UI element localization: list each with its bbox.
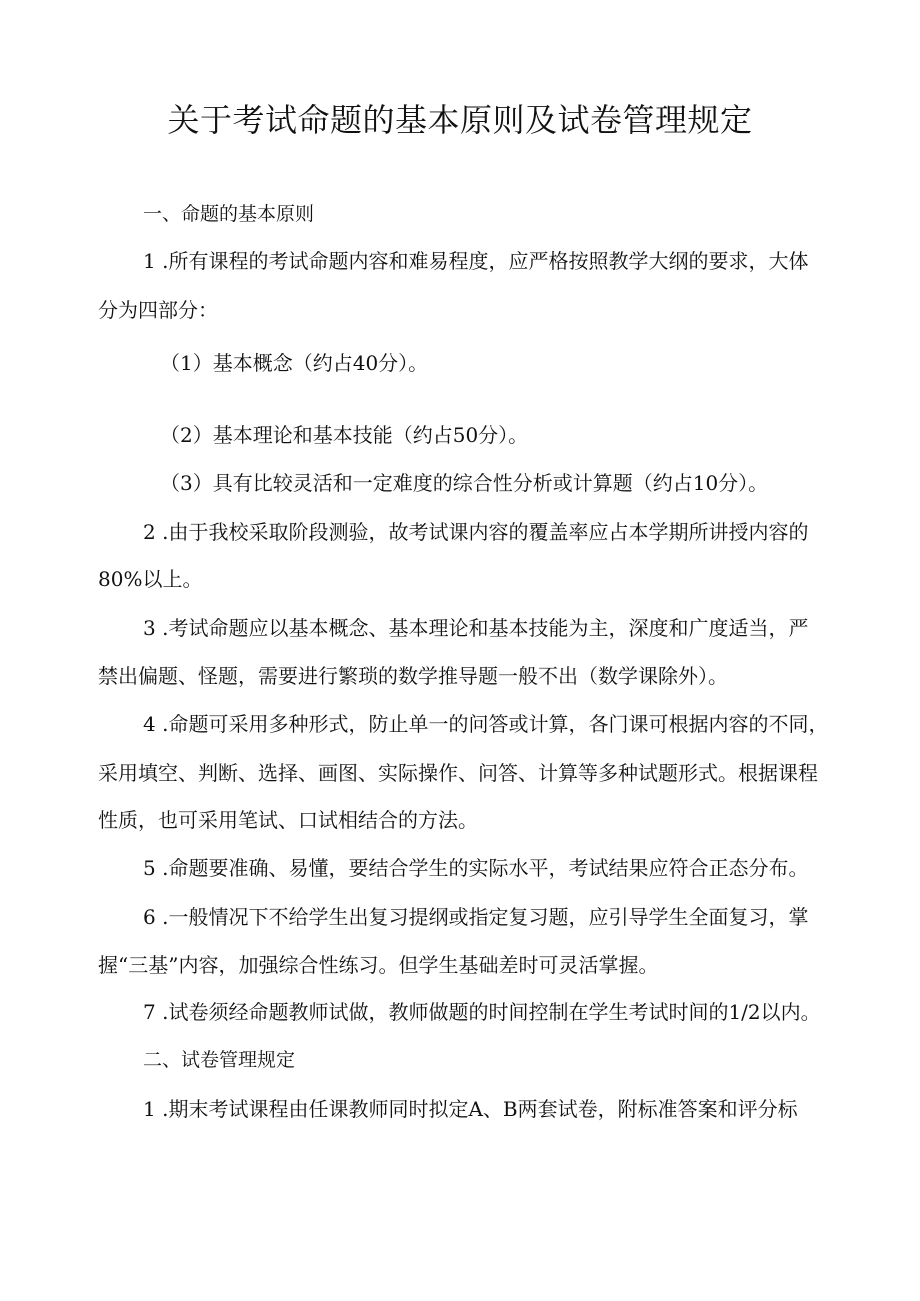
item-4-line-2: 采用填空、判断、选择、画图、实际操作、问答、计算等多种试题形式。根据课程 [98,761,818,785]
section-heading-2: 二、试卷管理规定 [143,1049,296,1071]
item-4-line-3: 性质，也可采用笔试、口试相结合的方法。 [98,808,478,832]
item-6-line-1: 6 .一般情况下不给学生出复习提纲或指定复习题，应引导学生全面复习，掌 [143,905,809,929]
item-4-line-1: 4 .命题可采用多种形式，防止单一的问答或计算，各门课可根据内容的不同， [143,712,829,736]
item-1-line-2: 分为四部分： [98,298,218,322]
item-1-line-1: 1 .所有课程的考试命题内容和难易程度，应严格按照教学大纲的要求，大体 [143,249,809,273]
item-1-sub-3: （3）具有比较灵活和一定难度的综合性分析或计算题（约占10分）。 [160,471,769,495]
item-1-sub-2: （2）基本理论和基本技能（约占50分）。 [160,423,529,447]
document-title: 关于考试命题的基本原则及试卷管理规定 [167,101,753,139]
item-6-line-2: 握“三基”内容，加强综合性练习。但学生基础差时可灵活掌握。 [98,953,659,977]
item-7-line-1: 7 .试卷须经命题教师试做，教师做题的时间控制在学生考试时间的1/2以内。 [143,1000,821,1024]
section-2-item-1-line-1: 1 .期末考试课程由任课教师同时拟定A、B两套试卷，附标准答案和评分标 [143,1097,798,1121]
item-2-line-2: 80%以上。 [98,567,203,591]
item-3-line-2: 禁出偏题、怪题，需要进行繁琐的数学推导题一般不出（数学课除外）。 [98,664,728,688]
item-5-line-1: 5 .命题要准确、易懂，要结合学生的实际水平，考试结果应符合正态分布。 [143,856,809,880]
section-heading-1: 一、命题的基本原则 [143,203,315,225]
item-1-sub-1: （1）基本概念（约占40分）。 [160,351,429,375]
item-3-line-1: 3 .考试命题应以基本概念、基本理论和基本技能为主，深度和广度适当，严 [143,616,809,640]
item-2-line-1: 2 .由于我校采取阶段测验，故考试课内容的覆盖率应占本学期所讲授内容的 [143,520,809,544]
